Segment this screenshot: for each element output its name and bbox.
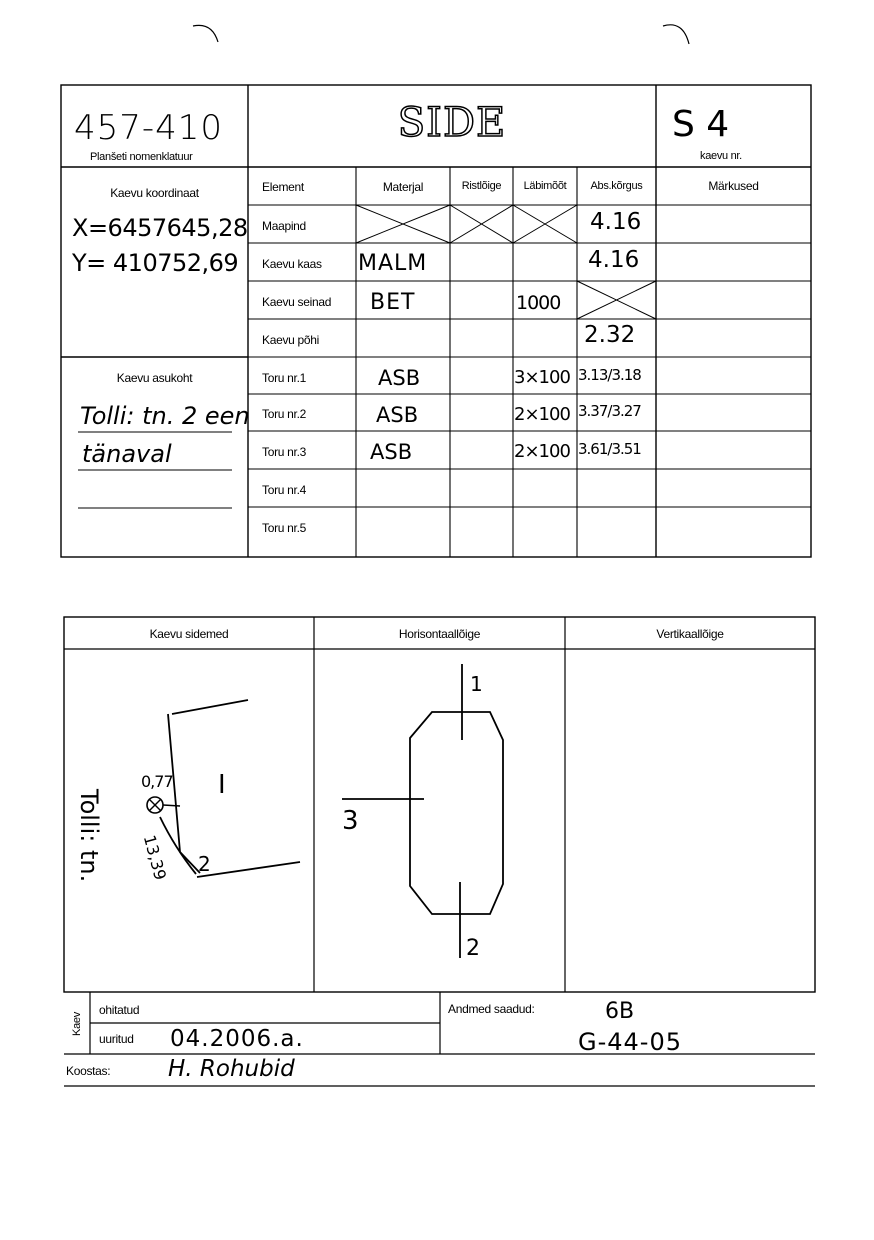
sketch-pipe-two: 2 bbox=[198, 852, 211, 876]
row-material: ASB bbox=[370, 440, 413, 464]
row-abs-height: 3.13/3.18 bbox=[578, 366, 641, 384]
row-material: MALM bbox=[358, 251, 428, 276]
source-value-2: G-44-05 bbox=[578, 1028, 682, 1056]
coordinate-x: X=6457645,28 bbox=[72, 214, 248, 242]
pipe-label-2: 2 bbox=[466, 936, 480, 961]
row-element: Maapind bbox=[262, 219, 306, 233]
row-abs-height: 3.61/3.51 bbox=[578, 440, 641, 458]
row-abs-height: 2.32 bbox=[584, 322, 636, 348]
source-label: Andmed saadud: bbox=[448, 1002, 535, 1016]
sketch-distance-1: 0,77 bbox=[141, 772, 173, 791]
col-header-abs-height: Abs.kõrgus bbox=[590, 180, 643, 192]
pipe-label-1: 1 bbox=[470, 672, 483, 696]
section-header-horizontal: Horisontaallõige bbox=[398, 627, 481, 641]
col-header-material: Materjal bbox=[382, 180, 424, 194]
well-number-label: kaevu nr. bbox=[700, 150, 742, 162]
row-element: Toru nr.4 bbox=[262, 483, 306, 497]
sketch-pipe-one: I bbox=[218, 770, 226, 800]
row-diameter: 3×100 bbox=[514, 367, 570, 388]
section-header-vertical: Vertikaallõige bbox=[656, 627, 724, 641]
row-abs-height: 3.37/3.27 bbox=[578, 402, 641, 420]
section-header-ties: Kaevu sidemed bbox=[149, 627, 229, 641]
row-element: Kaevu põhi bbox=[262, 333, 320, 347]
sketch-distance-2: 13,39 bbox=[139, 832, 171, 883]
footer-side-label: Kaev bbox=[71, 1012, 83, 1036]
coordinate-y: Y= 410752,69 bbox=[72, 249, 239, 277]
row-element: Kaevu seinad bbox=[262, 295, 332, 309]
coordinates-label: Kaevu koordinaat bbox=[110, 186, 199, 200]
planset-number: 457-410 bbox=[74, 108, 224, 148]
row-abs-height: 4.16 bbox=[590, 209, 642, 235]
row-element: Kaevu kaas bbox=[262, 257, 322, 271]
well-number: S 4 bbox=[672, 104, 730, 145]
col-header-diameter: Läbimõõt bbox=[523, 180, 567, 192]
source-value-1: 6B bbox=[605, 999, 635, 1024]
row-diameter: 1000 bbox=[516, 292, 561, 314]
location-line-2: tänaval bbox=[82, 440, 172, 468]
row-material: ASB bbox=[376, 403, 419, 427]
updated-value: 04.2006.a. bbox=[170, 1026, 304, 1052]
row-element: Toru nr.2 bbox=[262, 407, 306, 421]
row-element: Toru nr.3 bbox=[262, 445, 306, 459]
updated-label: uuritud bbox=[99, 1032, 134, 1046]
checked-label: ohitatud bbox=[99, 1003, 140, 1017]
row-material: BET bbox=[370, 290, 416, 315]
location-line-1: Tolli: tn. 2 een bbox=[80, 402, 250, 430]
page-title: SIDE bbox=[397, 100, 507, 146]
row-element: Toru nr.5 bbox=[262, 521, 306, 535]
row-abs-height: 4.16 bbox=[588, 247, 640, 273]
pipe-label-3: 3 bbox=[342, 806, 359, 836]
planset-label: Planšeti nomenklatuur bbox=[90, 151, 193, 163]
row-element: Toru nr.1 bbox=[262, 371, 306, 385]
author-label: Koostas: bbox=[66, 1064, 111, 1078]
location-label: Kaevu asukoht bbox=[116, 371, 193, 385]
author-value: H. Rohubid bbox=[168, 1056, 295, 1082]
row-material: ASB bbox=[378, 366, 421, 390]
col-header-cross-section: Ristlõige bbox=[461, 180, 502, 192]
col-header-notes: Märkused bbox=[708, 179, 759, 193]
col-header-element: Element bbox=[262, 180, 304, 194]
sketch-street-label: Tolli: tn. bbox=[75, 789, 103, 883]
row-diameter: 2×100 bbox=[514, 404, 570, 425]
row-diameter: 2×100 bbox=[514, 441, 570, 462]
